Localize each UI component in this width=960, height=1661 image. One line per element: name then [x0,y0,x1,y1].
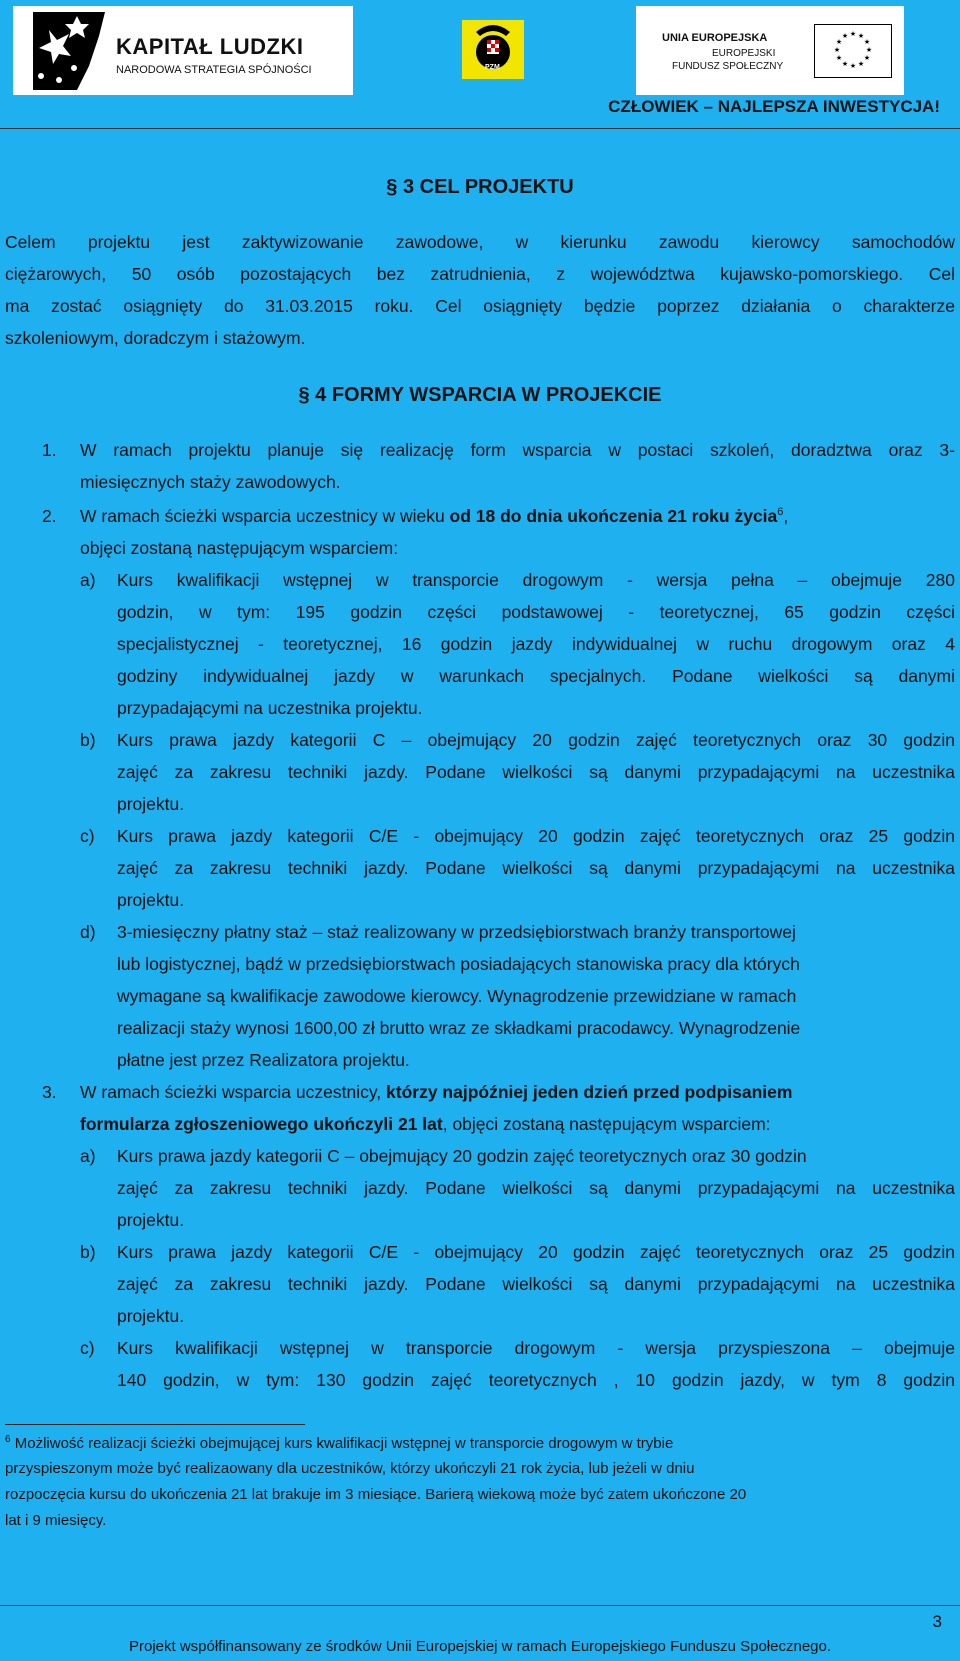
footnote-line-3: rozpoczęcia kursu do ukończenia 21 lat brakuje im 3 miesiące. Barierą wiekową może być zatem ukończone 20 [5,1486,747,1503]
item-3-condition-part-2: formularza zgłoszeniowego ukończyli 21 lat [80,1114,443,1134]
section-4-heading: § 4 FORMY WSPARCIA W PROJEKCIE [298,384,662,406]
unia-europejska-logo [636,6,904,95]
item-3b-line-2: zajęć za zakresu techniki jazdy. Podane wielkości są danymi przypadającymi na uczestnika [117,1274,955,1294]
section-3-line-4: szkoleniowym, doradczym i stażowym. [5,328,306,348]
footnote-line-1 [5,1434,673,1452]
item-2c-line-2: zajęć za zakresu techniki jazdy. Podane wielkości są danymi przypadającymi na uczestnika [117,858,955,878]
item-3a-label: a) [80,1146,96,1166]
footnote-line-4: lat i 9 miesięcy. [5,1512,107,1529]
footnote-reference[interactable]: 6 [777,506,784,519]
item-3b-line-3: projektu. [117,1306,185,1326]
item-3-line-1-text: W ramach ścieżki wsparcia uczestnicy, [80,1082,387,1102]
svg-text:★: ★ [857,32,865,40]
item-2-age-range: od 18 do dnia ukończenia 21 roku życia [449,506,778,526]
pzm-label: PZM [485,64,500,71]
svg-text:★: ★ [849,30,857,38]
pzm-logo [462,20,524,79]
item-2a-line-3: specjalistycznej - teoretycznej, 16 godzin jazdy indywidualnej w ruchu drogowym oraz 4 [117,634,955,654]
item-2d-line-3: wymagane są kwalifikacje zawodowe kierowcy. Wynagrodzenie przewidziane w ramach [117,986,797,1006]
item-2c-line-1: Kurs prawa jazdy kategorii C/E - obejmujący 20 godzin zajęć teoretycznych oraz 25 godzin [117,826,955,846]
section-3-heading: § 3 CEL PROJEKTU [386,176,574,198]
item-3a-line-3: projektu. [117,1210,185,1230]
footnote-divider [5,1424,305,1425]
item-2d-label: d) [80,922,96,942]
section-3-line-2: ciężarowych, 50 osób pozostających bez zatrudnienia, z województwa kujawsko-pomorskiego. Cel [5,264,955,284]
item-2d-line-4: realizacji staży wynosi 1600,00 zł brutto wraz ze składkami pracodawcy. Wynagrodzenie [117,1018,801,1038]
slogan: CZŁOWIEK – NAJLEPSZA INWESTYCJA! [608,97,940,116]
footnote-mark: 6 [5,1434,11,1445]
footnote-line-2: przyspieszonym może być realizaowany dla uczestników, którzy ukończyli 21 rok życia, lub jeżeli w dniu [5,1460,695,1477]
svg-text:★: ★ [841,60,849,68]
item-3-line-2-text: , objęci zostaną następującym wsparciem: [442,1114,771,1134]
item-2-line-2: objęci zostaną następującym wsparciem: [80,538,399,558]
item-2d-line-5: płatne jest przez Realizatora projektu. [117,1050,410,1070]
item-2a-line-1: Kurs kwalifikacji wstępnej w transporcie drogowym - wersja pełna – obejmuje 280 [117,570,955,590]
page-number: 3 [932,1612,942,1631]
svg-text:★: ★ [865,46,873,54]
item-3-line-2 [80,1114,771,1135]
item-2b-line-1: Kurs prawa jazdy kategorii C – obejmujący 20 godzin zajęć teoretycznych oraz 30 godzin [117,730,955,750]
item-2a-line-5: przypadającymi na uczestnika projektu. [117,698,423,718]
svg-text:★: ★ [863,54,871,62]
item-2b-line-2: zajęć za zakresu techniki jazdy. Podane wielkości są danymi przypadającymi na uczestnika [117,762,955,782]
eu-flag-icon [814,24,892,78]
svg-text:★: ★ [849,62,857,70]
item-3c-label: c) [80,1338,95,1358]
ue-subtitle-1: EUROPEJSKI [712,48,776,59]
footer-text: Projekt współfinansowany ze środków Unii Europejskiej w ramach Europejskiego Funduszu Społecznego. [128,1638,832,1655]
svg-text:★: ★ [857,60,865,68]
item-2-number: 2. [42,506,57,526]
section-3-line-1: Celem projektu jest zaktywizowanie zawodowe, w kierunku zawodu kierowcy samochodów [5,232,955,252]
item-2-line-1-text: W ramach ścieżki wsparcia uczestnicy w wieku [80,506,450,526]
item-3c-line-1: Kurs kwalifikacji wstępnej w transporcie drogowym - wersja przyspieszona – obejmuje [117,1338,955,1358]
svg-text:★: ★ [841,32,849,40]
item-3b-line-1: Kurs prawa jazdy kategorii C/E - obejmujący 20 godzin zajęć teoretycznych oraz 25 godzin [117,1242,955,1262]
item-2a-line-2: godzin, w tym: 195 godzin części podstawowej - teoretycznej, 65 godzin części [117,602,955,622]
item-2a-label: a) [80,570,96,590]
item-1-line-1: W ramach projektu planuje się realizację form wsparcia w postaci szkoleń, doradztwa oraz 3- [80,440,955,460]
svg-text:★: ★ [863,38,871,46]
item-2d-line-2: lub logistycznej, bądź w przedsiębiorstwach posiadających stanowiska pracy dla których [117,954,800,974]
item-3-number: 3. [42,1082,57,1102]
item-2-line-1 [80,506,955,527]
item-1-number: 1. [42,440,57,460]
item-3-condition-part-1: którzy najpóźniej jeden dzień przed podpisaniem [386,1082,793,1102]
item-2c-label: c) [80,826,95,846]
kapital-ludzki-title: KAPITAŁ LUDZKI [116,34,304,59]
item-3c-line-2: 140 godzin, w tym: 130 godzin zajęć teoretycznych , 10 godzin jazdy, w tym 8 godzin [117,1370,955,1390]
item-3a-line-1: Kurs prawa jazdy kategorii C – obejmujący 20 godzin zajęć teoretycznych oraz 30 godzin [117,1146,807,1166]
footnote-line-1-text: Możliwość realizacji ścieżki obejmującej kurs kwalifikacji wstępnej w transporcie drogowym w trybie [14,1435,674,1452]
ue-title: UNIA EUROPEJSKA [662,32,768,44]
ue-subtitle-2: FUNDUSZ SPOŁECZNY [672,61,784,72]
kapital-ludzki-logo [13,6,353,95]
kapital-ludzki-emblem-icon [19,6,109,95]
svg-text:★: ★ [833,46,841,54]
svg-text:★: ★ [835,54,843,62]
svg-text:★: ★ [835,38,843,46]
item-2a-line-4: godziny indywidualnej jazdy w warunkach specjalnych. Podane wielkości są danymi [117,666,955,686]
kapital-ludzki-subtitle: NARODOWA STRATEGIA SPÓJNOŚCI [116,64,312,76]
item-1-line-2: miesięcznych staży zawodowych. [80,472,341,492]
item-2-line-1-end: , [783,506,789,526]
header-divider [0,128,960,129]
item-2b-label: b) [80,730,96,750]
item-3-line-1 [80,1082,792,1103]
item-2d-line-1: 3-miesięczny płatny staż – staż realizowany w przedsiębiorstwach branży transportowej [117,922,796,942]
item-2b-line-3: projektu. [117,794,185,814]
section-3-line-3: ma zostać osiągnięty do 31.03.2015 roku. Cel osiągnięty będzie poprzez działania o charakterze [5,296,955,316]
item-3a-line-2: zajęć za zakresu techniki jazdy. Podane wielkości są danymi przypadającymi na uczestnika [117,1178,955,1198]
item-2c-line-3: projektu. [117,890,185,910]
item-3b-label: b) [80,1242,96,1262]
footer-divider [0,1605,960,1606]
